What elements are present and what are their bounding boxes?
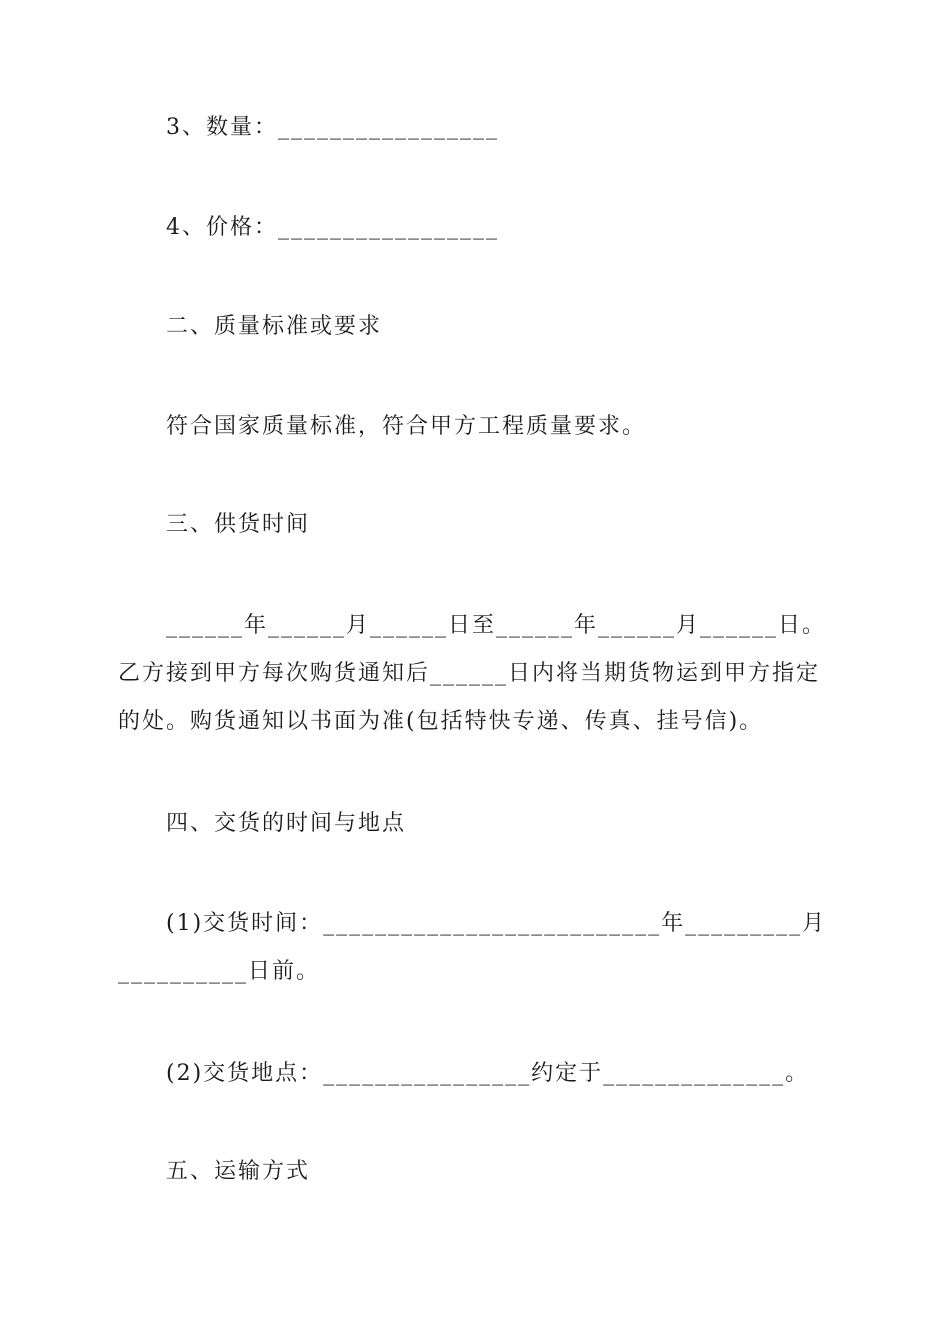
item-price: 4、价格：_________________ <box>166 215 499 240</box>
section-heading-transport: 五、运输方式 <box>166 1159 311 1184</box>
supply-time-text: ______年______月______日至______年______月______日。乙方接到甲方每次购货通知后______日内将当期货物运到甲方指定的处。购货通知以书面为准(包括特快专递、传真、挂号信)。 <box>118 613 827 734</box>
delivery-time-text: (1)交货时间：__________________________年_________月__________日前。 <box>118 911 827 984</box>
delivery-place-text: (2)交货地点：________________约定于______________。 <box>166 1061 810 1086</box>
quality-text: 符合国家质量标准，符合甲方工程质量要求。 <box>166 414 647 439</box>
item-quantity: 3、数量：_________________ <box>166 115 499 140</box>
section-heading-supply-time: 三、供货时间 <box>166 512 311 537</box>
section-heading-quality: 二、质量标准或要求 <box>166 314 383 339</box>
section-heading-delivery: 四、交货的时间与地点 <box>166 811 407 836</box>
